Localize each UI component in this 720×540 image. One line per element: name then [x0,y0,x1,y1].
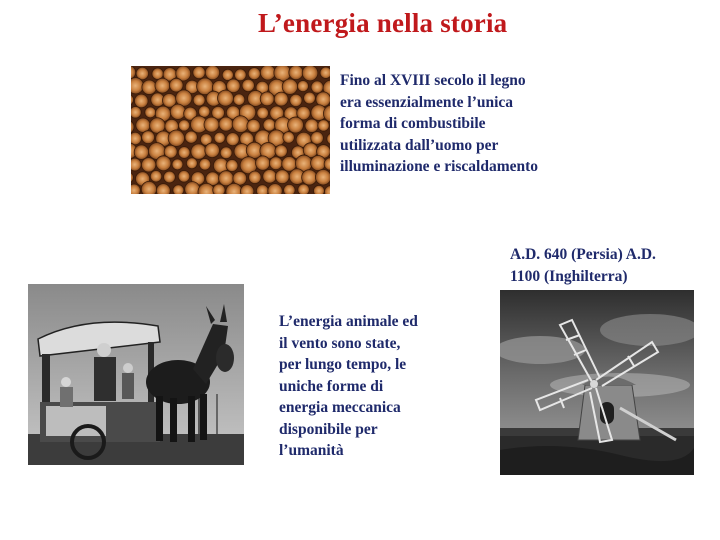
log-end [131,106,141,118]
wood-description-line: forma di combustibile [340,115,486,132]
log-end [141,158,155,172]
log-end [178,170,190,182]
log-end [193,66,205,78]
log-end [268,184,283,194]
wood-description-line: Fino al XVIII secolo il legno [340,72,526,89]
log-end [240,185,253,194]
log-end [311,132,324,145]
log-end [199,159,211,171]
log-end [219,117,233,131]
log-end [313,185,324,194]
log-end [142,80,157,95]
windmill-caption [510,244,656,287]
wood-description-line: era essenzialmente l’unica [340,93,514,111]
log-end [226,133,239,146]
firewood-picture [131,66,330,194]
log-end [155,78,170,93]
wood-description-line: utilizzata dall’uomo per [340,136,499,154]
animal-wind-description [279,311,418,462]
log-end [226,160,238,172]
log-end [288,117,304,133]
windmill-photo [500,290,694,475]
log-end [156,156,171,171]
log-end [274,92,288,106]
animal-description-line: per lungo tempo, le [279,356,407,373]
log-end [283,132,295,144]
log-end [248,68,260,80]
log-end [242,79,254,91]
log-end [305,119,319,133]
log-end [152,68,163,79]
log-end [145,107,156,118]
log-end [263,169,277,183]
log-end [186,158,197,169]
log-end [214,132,225,143]
animal-description-line: energia meccanica [279,399,401,416]
log-end [282,79,297,94]
log-end [156,184,170,194]
log-end [204,117,219,132]
slide-title: L’energia nella storia [258,8,508,38]
animal-description-line: l’umanità [279,442,344,459]
log-end [269,157,282,170]
log-end [134,94,148,108]
log-end [311,155,326,170]
log-end [256,185,268,194]
mule-cart-photo [28,284,244,465]
log-end [247,119,260,132]
log-end [172,159,183,170]
log-end [150,170,162,182]
mule-cart-picture [28,284,244,465]
wood-description [340,70,538,178]
log-end [136,118,150,132]
log-end [302,66,318,81]
log-end [131,132,141,145]
log-end [232,116,249,133]
log-end [320,67,330,78]
log-end [233,94,244,105]
log-end [249,171,262,184]
log-end [257,107,269,119]
windmill-caption-line: A.D. 640 (Persia) A.D. [510,246,656,263]
log-end [289,66,303,80]
log-end [191,144,206,159]
log-end [185,131,197,143]
log-end [234,69,246,81]
log-end [315,169,330,185]
log-end [311,81,323,93]
log-end [205,143,220,158]
log-end [316,92,330,107]
log-end [131,158,141,171]
log-end [142,131,155,144]
log-end [275,170,289,184]
log-end [178,120,189,131]
windmill-caption-line: 1100 (Inghilterra) [510,267,628,285]
log-end [134,145,149,160]
log-end [213,184,225,194]
log-end [304,92,316,104]
log-end [220,147,232,159]
log-end [290,94,302,106]
log-end [170,104,185,119]
log-end [193,94,205,106]
log-end [198,106,209,117]
log-end [263,119,275,131]
log-end [260,92,274,106]
log-end [164,171,176,183]
animal-description-line: L’energia animale ed [279,313,418,330]
wood-description-line: illuminazione e riscaldamento [340,158,539,175]
log-end [318,120,330,132]
animal-description-line: il vento sono state, [279,334,401,352]
log-end [256,156,270,170]
log-end [141,181,156,194]
log-end [302,170,317,185]
log-end [173,185,184,194]
log-end [298,184,310,194]
log-end [168,130,184,146]
animal-description-line: uniche forme di [279,377,384,395]
log-end [178,147,190,159]
log-end [218,90,234,106]
log-end [260,66,275,80]
log-end [297,81,308,92]
log-end [284,184,296,194]
log-end [205,66,219,80]
log-end [275,145,287,157]
windmill-picture [500,290,694,475]
animal-description-line: disponibile per [279,420,378,438]
firewood-photo [131,66,330,194]
